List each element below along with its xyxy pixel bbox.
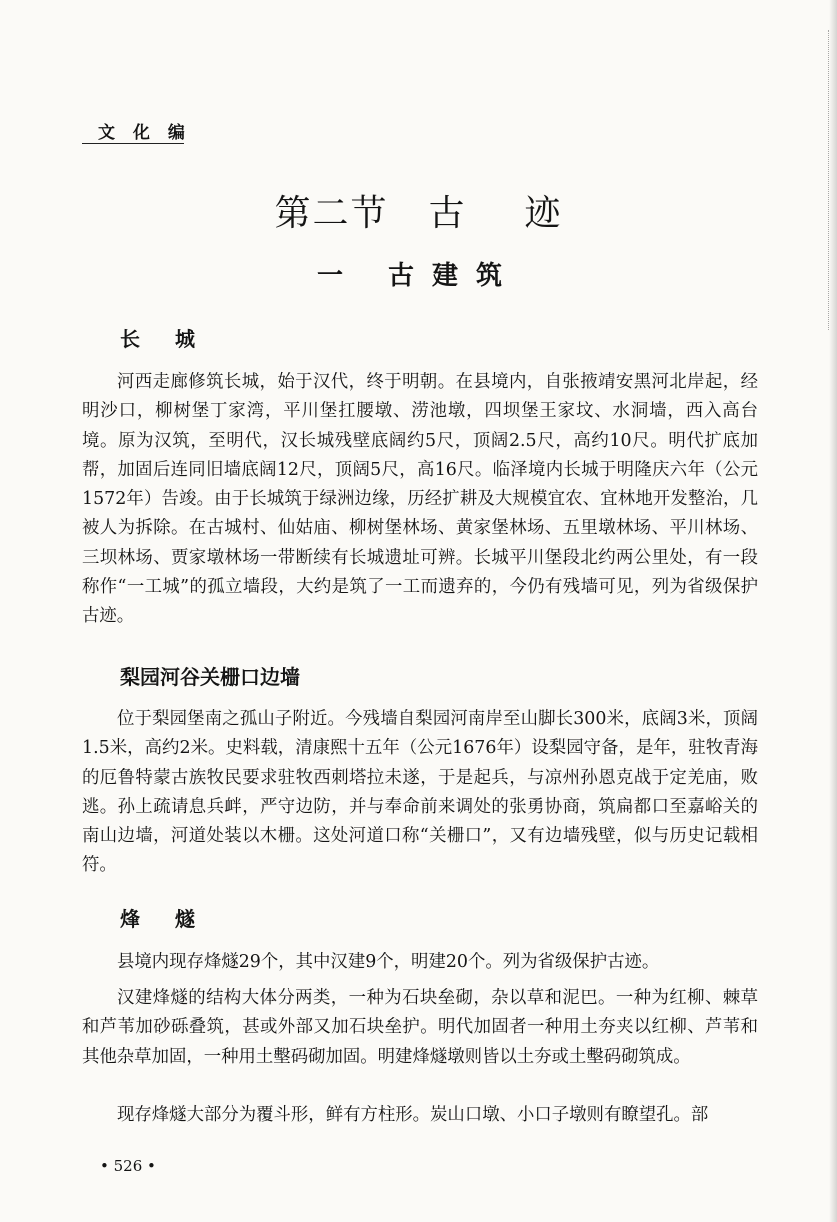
- paragraph-beacon-shape: 现存烽燧大部分为覆斗形，鲜有方柱形。炭山口墩、小口子墩则有瞭望孔。部: [117, 1105, 709, 1125]
- paragraph-beacon-structure: 汉建烽燧的结构大体分两类，一种为石块垒砌，杂以草和泥巴。一种为红柳、棘草和芦苇加砂砾叠筑，甚或外部又加石块垒护。明代加固者一种用土夯夹以红柳、芦苇和其他杂草加固，一种用土墼码砌加固。明建烽燧墩则皆以土夯或土墼码砌筑成。: [82, 988, 758, 1067]
- section-title: [0, 185, 837, 236]
- header-rule: [82, 143, 184, 144]
- page-number: • 526 •: [100, 1157, 156, 1175]
- paragraph-great-wall: 河西走廊修筑长城，始于汉代，终于明朝。在县境内，自张掖靖安黑河北岸起，经明沙口，柳树堡丁家湾，平川堡扛腰墩、涝池墩，四坝堡王家坟、水洞墙，西入高台境。原为汉筑，至明代，汉长城残壁底阔约5尺，顶阔2.5尺，高约10尺。明代扩底加帮，加固后连同旧墙底阔12尺，顶阔5尺，高16尺。临泽境内长城于明隆庆六年（公元1572年）告竣。由于长城筑于绿洲边缘，历经扩耕及大规模宜农、宜林地开发整治，几被人为拆除。在古城村、仙姑庙、柳树堡林场、黄家堡林场、五里墩林场、平川林场、三坝林场、贾家墩林场一带断续有长城遗址可辨。长城平川堡段北约两公里处，有一段称作“一工城”的孤立墙段，大约是筑了一工而遗弃的，今仍有残墙可见，列为省级保护古迹。: [82, 372, 758, 627]
- paragraph-beacon-count: 县境内现存烽燧29个，其中汉建9个，明建20个。列为省级保护古迹。: [117, 952, 660, 972]
- subsection-title: 一 古建筑: [316, 261, 521, 291]
- section-title-word-2: 迹: [524, 193, 563, 234]
- section-title-word-1: 古: [428, 193, 467, 234]
- heading-great-wall: 长 城: [120, 327, 209, 351]
- heading-beacon-towers: 烽 燧: [120, 907, 209, 931]
- paragraph-liyuan-border-wall: 位于梨园堡南之孤山子附近。今残墙自梨园河南岸至山脚长300米，底阔3米，顶阔1.5米，高约2米。史料载，清康熙十五年（公元1676年）设梨园守备，是年，驻牧青海的厄鲁特蒙古族牧民要求驻牧西刺塔拉未遂，于是起兵，与凉州孙恩克战于定羌庙，败逃。孙上疏请息兵衅，严守边防，并与奉命前来调处的张勇协商，筑扁都口至嘉峪关的南山边墙，河道处装以木栅。这处河道口称“关栅口”，又有边墙残壁，似与历史记载相符。: [82, 709, 758, 876]
- running-header: 文 化 编: [98, 123, 191, 143]
- heading-liyuan-border-wall: 梨园河谷关栅口边墙: [120, 665, 300, 689]
- section-title-number: 第二节: [274, 193, 389, 234]
